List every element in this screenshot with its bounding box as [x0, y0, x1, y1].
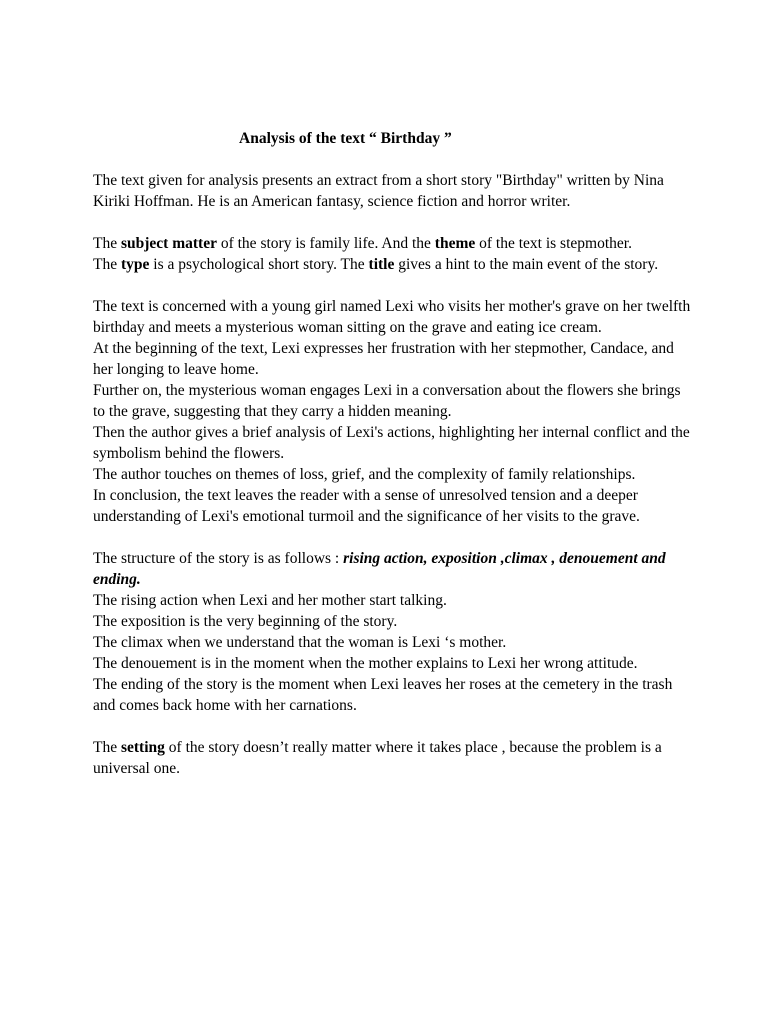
- structure-paragraph: The rising action when Lexi and her mother start talking.: [93, 592, 447, 609]
- structure-paragraph: The exposition is the very beginning of the story.: [93, 613, 398, 630]
- document-title: Analysis of the text “ Birthday ”: [239, 130, 452, 147]
- paragraph-gap: [93, 275, 693, 296]
- summary-paragraph: At the beginning of the text, Lexi expresses her frustration with her stepmother, Candace, and her longing to leave home.: [93, 340, 674, 378]
- document-body: [93, 170, 693, 779]
- paragraph-gap: [93, 212, 693, 233]
- summary-paragraph: The author touches on themes of loss, grief, and the complexity of family relationships.: [93, 466, 636, 483]
- paragraph-gap: [93, 527, 693, 548]
- setting-paragraph: [93, 737, 693, 779]
- structure-intro-pre: The structure of the story is as follows :: [93, 550, 344, 567]
- setting-post: of the story doesn’t really matter where it takes place , because the problem is a universal one.: [93, 739, 662, 777]
- type-mid: is a psychological short story. The: [149, 256, 369, 273]
- subject-mid: of the story is family life. And the: [216, 235, 435, 252]
- structure-paragraph: The ending of the story is the moment when Lexi leaves her roses at the cemetery in the trash and comes back home with her carnations.: [93, 676, 673, 714]
- subject-paragraph: [93, 233, 693, 254]
- intro-paragraph: The text given for analysis presents an extract from a short story "Birthday" written by Nina Kiriki Hoffman. He is an American fantasy, science fiction and horror writer.: [93, 172, 664, 210]
- setting-term: setting: [120, 739, 165, 756]
- summary-paragraph: In conclusion, the text leaves the reader with a sense of unresolved tension and a deeper understanding of Lexi's emotional turmoil and the significance of her visits to the grave.: [93, 487, 640, 525]
- structure-paragraph: The climax when we understand that the woman is Lexi ‘s mother.: [93, 634, 507, 651]
- type-paragraph: [93, 254, 693, 275]
- summary-paragraph: Further on, the mysterious woman engages Lexi in a conversation about the flowers she brings to the grave, suggesting that they carry a hidden meaning.: [93, 382, 681, 420]
- setting-pre: The: [93, 739, 121, 756]
- structure-paragraph: The denouement is in the moment when the mother explains to Lexi her wrong attitude.: [93, 655, 638, 672]
- structure-elements-list: rising action, exposition ,climax , denouement and ending.: [93, 550, 666, 588]
- type-term: type: [120, 256, 150, 273]
- subject-post: of the text is stepmother.: [475, 235, 632, 252]
- title-term: title: [368, 256, 395, 273]
- subject-matter-term: subject matter: [120, 235, 217, 252]
- structure-intro-paragraph: [93, 548, 693, 590]
- subject-pre: The: [93, 235, 121, 252]
- type-post: gives a hint to the main event of the story.: [394, 256, 659, 273]
- type-pre: The: [93, 256, 121, 273]
- summary-paragraph: The text is concerned with a young girl named Lexi who visits her mother's grave on her twelfth birthday and meets a mysterious woman sitting on the grave and eating ice cream.: [93, 298, 691, 336]
- paragraph-gap: [93, 716, 693, 737]
- summary-paragraph: Then the author gives a brief analysis of Lexi's actions, highlighting her internal conflict and the symbolism behind the flowers.: [93, 424, 690, 462]
- theme-term: theme: [434, 235, 476, 252]
